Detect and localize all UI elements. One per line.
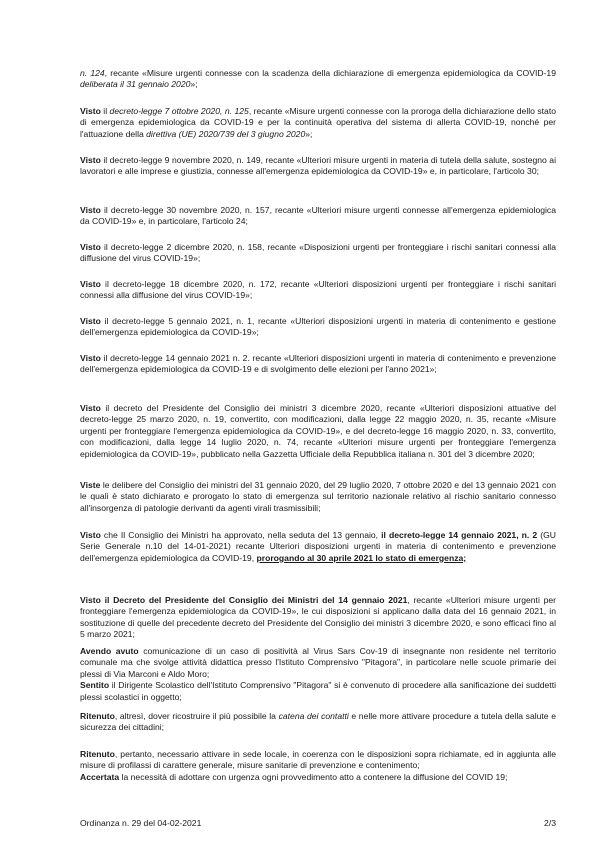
paragraph-dl-158: Visto il decreto-legge 2 dicembre 2020, n. 158, recante «Disposizioni urgenti per fronteggiare i rischi sanitari connessi alla diffusione del virus COVID-19»; bbox=[80, 242, 556, 264]
paragraph-dl-157: Visto il decreto-legge 30 novembre 2020, n. 157, recante «Ulteriori misure urgenti connesse all'emergenza epidemiologica da COVID-19» e, in particolare, l'articolo 24; bbox=[80, 205, 556, 227]
paragraph-dl-172: Visto il decreto-legge 18 dicembre 2020, n. 172, recante «Ulteriori disposizioni urgenti per fronteggiare i rischi sanitari connessi alla diffusione del virus COVID-19»; bbox=[80, 279, 556, 301]
paragraph-dl-1-2021: Visto il decreto-legge 5 gennaio 2021, n. 1, recante «Ulteriori disposizioni urgenti in materia di contenimento e gestione dell'emergenza epidemiologica da COVID-19»; bbox=[80, 316, 556, 338]
paragraph-dl-149: Visto il decreto-legge 9 novembre 2020, n. 149, recante «Ulteriori misure urgenti in materia di tutela della salute, sostegno ai lavoratori e alle imprese e giustizia, connesse all'emergenza epidemiologica da COVID-19» e, in particolare, l'articolo 30; bbox=[80, 155, 556, 177]
paragraph-dpcm-14-gennaio: Visto il Decreto del Presidente del Consiglio dei Ministri del 14 gennaio 2021, recante «Ulteriori misure urgenti per fronteggiare l'emergenza epidemiologica da COVID-19», le cui disposizioni si applicano dalla data del 16 gennaio 2021, in sostituzione di quelle del precedente decreto del Presidente del Consiglio dei ministri 3 dicembre 2020, e sono efficaci fino al 5 marzo 2021; bbox=[80, 595, 557, 640]
paragraph-delibere: Viste le delibere del Consiglio dei ministri del 31 gennaio 2020, del 29 luglio 2020, 7 ottobre 2020 e del 13 gennaio 2021 con le quali è stato dichiarato e prorogato lo stato di emergenza sul territorio nazionale relativo al rischio sanitario connesso all'insorgenza di patologie derivanti da agenti virali trasmissibili; bbox=[80, 480, 556, 513]
paragraph-ritenuto-catena: Ritenuto, altresì, dover ricostruire il più possibile la catena dei contatti e nelle more attivare procedure a tutela della salute e sicurezza dei cittadini; bbox=[80, 711, 556, 733]
paragraph-dl-124: n. 124, recante «Misure urgenti connesse con la scadenza della dichiarazione di emergenza epidemiologica da COVID-19 deliberata il 31 gennaio 2020»; bbox=[80, 68, 556, 90]
paragraph-consiglio-ministri: Visto che Il Consiglio dei Ministri ha approvato, nella seduta del 13 gennaio, il decreto-legge 14 gennaio 2021, n. 2 (GU Serie Generale n.10 del 14-01-2021) recante Ulteriori disposizioni urgenti in materia di contenimento e prevenzione dell'emergenza epidemiologica da COVID-19, prorogando al 30 aprile 2021 lo stato di emergenza; bbox=[80, 530, 556, 563]
paragraph-avendo-avuto: Avendo avuto comunicazione di un caso di positività al Virus Sars Cov-19 di insegnante non residente nel territorio comunale ma che svolge attività didattica presso l'Istituto Comprensivo "Pitagora", in particolare nelle scuole primarie dei plessi di Via Marconi e Aldo Moro; Sentito il Dirigente Scolastico dell'Istituto Comprensivo "Pitagora" si è convenuto di procedere alla sanificazione dei suddetti plessi scolastici in oggetto; bbox=[80, 646, 556, 702]
paragraph-dpcm-3-dicembre: Visto il decreto del Presidente del Consiglio dei ministri 3 dicembre 2020, recante «Ulteriori disposizioni attuative del decreto-legge 25 marzo 2020, n. 19, convertito, con modificazioni, dalla legge 22 maggio 2020, n. 35, recante «Misure urgenti per fronteggiare l'emergenza epidemiologica da COVID-19», e del decreto-legge 16 maggio 2020, n. 33, convertito, con modificazioni, dalla legge 14 luglio 2020, n. 74, recante «Ulteriori misure urgenti per fronteggiare l'emergenza epidemiologica da COVID-19», pubblicato nella Gazzetta Ufficiale della Repubblica italiana n. 301 del 3 dicembre 2020; bbox=[80, 403, 556, 459]
page-footer bbox=[80, 818, 556, 829]
paragraph-dl-2-2021: Visto il decreto-legge 14 gennaio 2021 n. 2. recante «Ulteriori disposizioni urgenti in materia di contenimento e prevenzione dell'emergenza epidemiologica da COVID-19 e di svolgimento delle elezioni per l'anno 2021»; bbox=[80, 353, 556, 375]
footer-ordinanza: Ordinanza n. 29 del 04-02-2021 bbox=[80, 818, 202, 828]
paragraph-ritenuto-pertanto: Ritenuto, pertanto, necessario attivare in sede locale, in coerenza con le disposizioni sopra richiamate, ed in aggiunta alle misure di profilassi di carattere generale, misure sanitarie di prevenzione e contenimento; Accertata la necessità di adottare con urgenza ogni provvedimento atto a contenere la diffusione del COVID 19; bbox=[80, 749, 556, 782]
page-number: 2/3 bbox=[544, 818, 556, 828]
paragraph-dl-125: Visto il decreto-legge 7 ottobre 2020, n. 125, recante «Misure urgenti connesse con la proroga della dichiarazione dello stato di emergenza epidemiologica da COVID-19 e per la continuità operativa del sistema di allerta COVID-19, nonché per l'attuazione della direttiva (UE) 2020/739 del 3 giugno 2020»; bbox=[80, 106, 556, 139]
